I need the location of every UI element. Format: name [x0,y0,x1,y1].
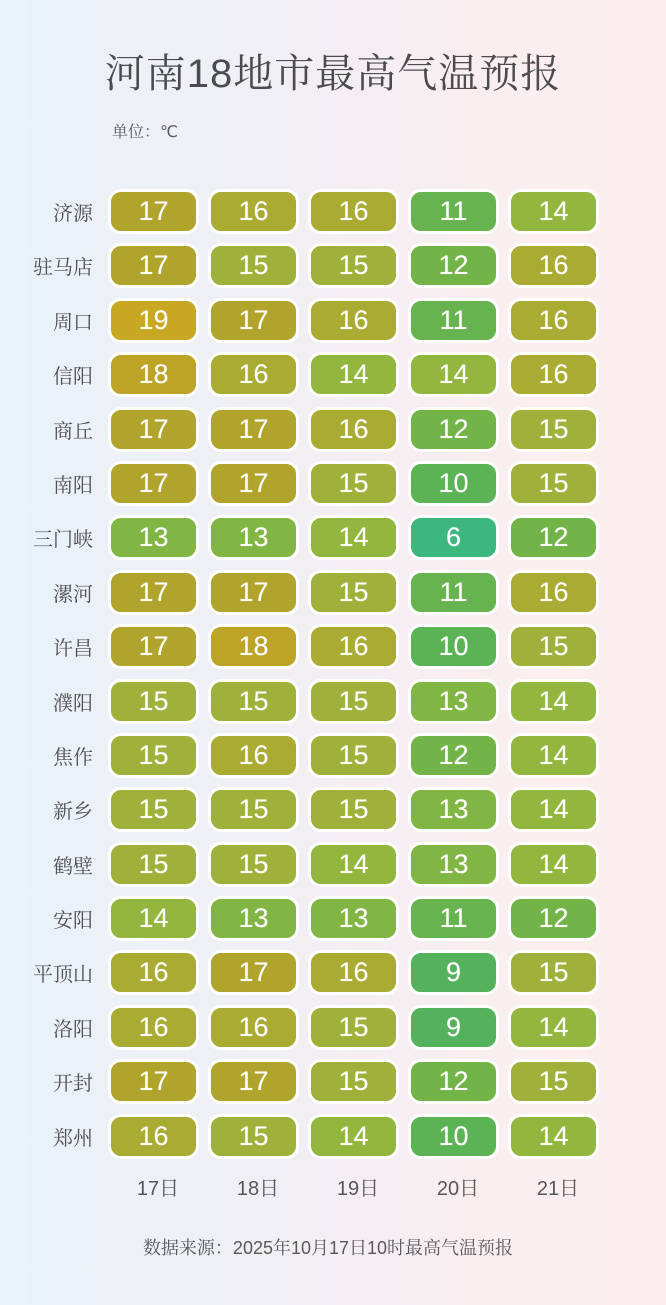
temp-cell: 15 [308,570,399,615]
table-row [0,1114,666,1159]
temp-cell: 14 [308,515,399,560]
temp-cell: 17 [108,570,199,615]
temp-cell: 12 [408,1059,499,1104]
temp-cell: 16 [108,1114,199,1159]
city-label: 新乡 [53,801,93,824]
table-row [0,1005,666,1050]
city-label: 漯河 [53,583,93,606]
city-label: 开封 [53,1073,93,1096]
temp-cell: 16 [508,352,599,397]
temp-cell: 16 [508,570,599,615]
temp-cell: 15 [108,787,199,832]
temp-cell: 11 [408,896,499,941]
city-label: 驻马店 [33,257,93,280]
temp-cell: 13 [408,842,499,887]
temp-cell: 16 [208,1005,299,1050]
table-row [0,570,666,615]
temp-cell: 14 [508,679,599,724]
temp-cell: 16 [208,733,299,778]
table-row [0,407,666,452]
temp-cell: 15 [108,733,199,778]
temp-cell: 13 [208,896,299,941]
temp-cell: 16 [308,407,399,452]
date-axis-label: 21日 [536,1178,580,1200]
temp-cell: 16 [508,298,599,343]
city-label: 鹤壁 [53,855,93,878]
temp-cell: 14 [408,352,499,397]
temp-cell: 12 [508,896,599,941]
temp-cell: 16 [508,243,599,288]
temp-cell: 15 [208,1114,299,1159]
temp-cell: 14 [308,1114,399,1159]
temp-cell: 13 [308,896,399,941]
temp-cell: 16 [308,950,399,995]
temperature-grid [0,189,666,1168]
city-label: 商丘 [53,420,93,443]
table-row [0,189,666,234]
temp-cell: 11 [408,570,499,615]
temp-cell: 15 [308,461,399,506]
city-label: 三门峡 [33,529,93,552]
temp-cell: 17 [108,243,199,288]
temp-cell: 15 [208,787,299,832]
table-row [0,624,666,669]
city-label: 焦作 [53,746,93,769]
temp-cell: 18 [208,624,299,669]
table-row [0,950,666,995]
temp-cell: 15 [508,1059,599,1104]
temp-cell: 17 [108,1059,199,1104]
city-label: 安阳 [53,910,93,933]
temp-cell: 9 [408,1005,499,1050]
temp-cell: 17 [108,189,199,234]
table-row [0,243,666,288]
temp-cell: 15 [208,679,299,724]
temp-cell: 10 [408,461,499,506]
temp-cell: 14 [508,733,599,778]
temp-cell: 16 [308,189,399,234]
temp-cell: 14 [508,787,599,832]
temp-cell: 15 [308,787,399,832]
temp-cell: 10 [408,1114,499,1159]
temp-cell: 16 [108,1005,199,1050]
temp-cell: 14 [508,1114,599,1159]
table-row [0,787,666,832]
temp-cell: 13 [408,679,499,724]
temp-cell: 16 [308,298,399,343]
temp-cell: 12 [508,515,599,560]
temp-cell: 15 [508,624,599,669]
temp-cell: 17 [108,624,199,669]
table-row [0,842,666,887]
table-row [0,352,666,397]
city-label: 平顶山 [33,964,93,987]
temp-cell: 15 [308,679,399,724]
temp-cell: 15 [508,461,599,506]
date-axis-label: 18日 [236,1178,280,1200]
temp-cell: 13 [408,787,499,832]
temp-cell: 17 [108,407,199,452]
city-label: 南阳 [53,474,93,497]
temp-cell: 16 [108,950,199,995]
unit-label: 单位：℃ [112,124,178,141]
city-label: 许昌 [53,638,93,661]
page-title: 河南18地市最高气温预报 [104,52,562,96]
temp-cell: 17 [208,298,299,343]
temp-cell: 15 [508,407,599,452]
city-label: 周口 [53,311,93,334]
table-row [0,896,666,941]
table-row [0,515,666,560]
temp-cell: 14 [308,842,399,887]
source-note: 数据来源：2025年10月17日10时最高气温预报 [142,1238,514,1258]
temp-cell: 13 [108,515,199,560]
temp-cell: 15 [108,679,199,724]
temp-cell: 18 [108,352,199,397]
temp-cell: 11 [408,189,499,234]
date-axis-label: 20日 [436,1178,480,1200]
temp-cell: 6 [408,515,499,560]
temp-cell: 15 [308,1059,399,1104]
temp-cell: 17 [208,1059,299,1104]
temp-cell: 10 [408,624,499,669]
temp-cell: 16 [208,189,299,234]
temp-cell: 13 [208,515,299,560]
city-label: 洛阳 [53,1018,93,1041]
temp-cell: 19 [108,298,199,343]
temp-cell: 14 [508,842,599,887]
temp-cell: 15 [208,243,299,288]
temp-cell: 16 [208,352,299,397]
table-row [0,733,666,778]
city-label: 郑州 [53,1127,93,1150]
temp-cell: 16 [308,624,399,669]
temp-cell: 12 [408,407,499,452]
temp-cell: 15 [208,842,299,887]
temp-cell: 15 [308,733,399,778]
date-axis-label: 17日 [136,1178,180,1200]
temp-cell: 17 [208,407,299,452]
temp-cell: 12 [408,243,499,288]
temp-cell: 14 [108,896,199,941]
temp-cell: 17 [208,950,299,995]
temp-cell: 14 [308,352,399,397]
temp-cell: 12 [408,733,499,778]
table-row [0,461,666,506]
table-row [0,298,666,343]
table-row [0,1059,666,1104]
temp-cell: 17 [108,461,199,506]
city-label: 信阳 [53,366,93,389]
date-axis [108,1172,608,1201]
temp-cell: 9 [408,950,499,995]
temp-cell: 15 [108,842,199,887]
date-axis-label: 19日 [336,1178,380,1200]
city-label: 济源 [53,203,93,225]
temp-cell: 17 [208,570,299,615]
temp-cell: 15 [508,950,599,995]
temp-cell: 11 [408,298,499,343]
temp-cell: 14 [508,189,599,234]
table-row [0,679,666,724]
temp-cell: 14 [508,1005,599,1050]
temp-cell: 17 [208,461,299,506]
temp-cell: 15 [308,1005,399,1050]
temp-cell: 15 [308,243,399,288]
city-label: 濮阳 [53,692,93,715]
